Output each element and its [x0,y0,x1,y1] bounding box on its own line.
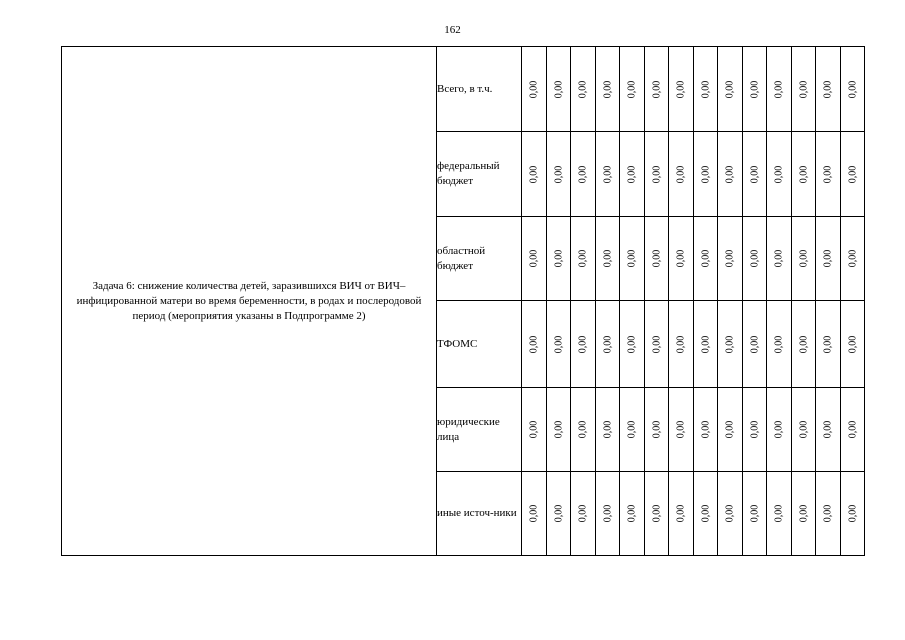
amount-cell [693,132,718,217]
amount-value: 0,00 [675,165,687,183]
amount-cell [791,47,816,132]
amount-cell [742,217,767,301]
amount-cell [816,301,841,388]
amount-cell [669,217,694,301]
amount-value: 0,00 [577,165,589,183]
amount-cell [791,472,816,556]
funding-source-label: юридические лица [437,388,522,472]
amount-value: 0,00 [626,165,638,183]
amount-value: 0,00 [724,80,736,98]
amount-cell [644,388,669,472]
amount-value: 0,00 [699,335,711,353]
amount-value: 0,00 [601,335,613,353]
amount-cell [644,217,669,301]
amount-cell [669,388,694,472]
amount-value: 0,00 [577,249,589,268]
funding-row [62,47,865,132]
funding-source-label: иные источ-ники [437,472,522,556]
amount-value: 0,00 [601,249,613,268]
amount-value: 0,00 [773,504,785,523]
amount-value: 0,00 [577,504,589,523]
amount-value: 0,00 [626,249,638,268]
amount-cell [718,47,743,132]
amount-cell [546,301,571,388]
amount-cell [571,301,596,388]
amount-cell [644,132,669,217]
amount-value: 0,00 [528,80,540,98]
amount-cell [767,132,792,217]
amount-value: 0,00 [748,80,760,98]
amount-value: 0,00 [528,335,540,353]
amount-cell [767,217,792,301]
amount-value: 0,00 [601,420,613,439]
amount-cell [791,301,816,388]
amount-cell [693,472,718,556]
amount-cell [644,47,669,132]
amount-value: 0,00 [724,165,736,183]
amount-cell [718,217,743,301]
amount-cell [669,132,694,217]
amount-cell [816,217,841,301]
amount-cell [546,217,571,301]
amount-value: 0,00 [601,504,613,523]
amount-cell [571,388,596,472]
amount-value: 0,00 [724,335,736,353]
amount-value: 0,00 [773,165,785,183]
amount-value: 0,00 [748,335,760,353]
amount-value: 0,00 [577,80,589,98]
amount-value: 0,00 [773,335,785,353]
amount-cell [840,47,865,132]
amount-cell [595,301,620,388]
amount-cell [840,472,865,556]
amount-cell [522,132,547,217]
amount-value: 0,00 [601,80,613,98]
task-description: Задача 6: снижение количества детей, заразившихся ВИЧ от ВИЧ–инфицированной матери во время беременности, в родах и послеродовой период (мероприятия указаны в Подпрограмме 2) [62,47,437,556]
amount-cell [571,47,596,132]
amount-value: 0,00 [552,504,564,523]
amount-value: 0,00 [748,165,760,183]
amount-value: 0,00 [650,249,662,268]
amount-value: 0,00 [552,335,564,353]
amount-value: 0,00 [797,504,809,523]
amount-value: 0,00 [528,249,540,268]
amount-cell [742,47,767,132]
amount-value: 0,00 [724,420,736,439]
amount-value: 0,00 [626,80,638,98]
amount-value: 0,00 [822,80,834,98]
amount-cell [595,217,620,301]
amount-cell [644,301,669,388]
amount-cell [669,47,694,132]
amount-value: 0,00 [748,420,760,439]
amount-cell [791,217,816,301]
amount-value: 0,00 [626,335,638,353]
amount-value: 0,00 [552,249,564,268]
funding-source-label: областной бюджет [437,217,522,301]
amount-cell [522,388,547,472]
amount-cell [546,472,571,556]
amount-cell [742,301,767,388]
amount-cell [620,301,645,388]
amount-cell [718,132,743,217]
amount-cell [595,47,620,132]
amount-value: 0,00 [650,80,662,98]
amount-value: 0,00 [773,249,785,268]
amount-cell [620,388,645,472]
amount-cell [669,472,694,556]
amount-cell [767,388,792,472]
amount-value: 0,00 [846,504,858,523]
amount-value: 0,00 [552,165,564,183]
amount-cell [546,132,571,217]
amount-value: 0,00 [797,249,809,268]
amount-value: 0,00 [748,249,760,268]
amount-cell [546,47,571,132]
amount-value: 0,00 [650,335,662,353]
amount-value: 0,00 [699,420,711,439]
amount-value: 0,00 [601,165,613,183]
amount-cell [669,301,694,388]
amount-cell [595,388,620,472]
amount-value: 0,00 [846,335,858,353]
amount-cell [791,388,816,472]
funding-source-label: Всего, в т.ч. [437,47,522,132]
amount-cell [816,47,841,132]
page-number: 162 [444,24,461,36]
amount-cell [742,132,767,217]
amount-value: 0,00 [699,504,711,523]
amount-cell [840,217,865,301]
amount-value: 0,00 [699,165,711,183]
amount-value: 0,00 [699,249,711,268]
amount-value: 0,00 [528,420,540,439]
amount-cell [571,132,596,217]
amount-cell [620,132,645,217]
amount-cell [522,472,547,556]
amount-cell [742,388,767,472]
amount-cell [644,472,669,556]
amount-cell [816,472,841,556]
amount-value: 0,00 [675,249,687,268]
amount-cell [840,388,865,472]
amount-value: 0,00 [724,249,736,268]
amount-value: 0,00 [822,249,834,268]
amount-cell [767,301,792,388]
amount-value: 0,00 [748,504,760,523]
amount-cell [595,132,620,217]
amount-cell [620,47,645,132]
amount-value: 0,00 [797,165,809,183]
amount-value: 0,00 [528,504,540,523]
amount-value: 0,00 [822,165,834,183]
amount-cell [693,388,718,472]
amount-value: 0,00 [773,80,785,98]
amount-cell [571,217,596,301]
amount-cell [595,472,620,556]
amount-cell [546,388,571,472]
amount-cell [693,47,718,132]
amount-value: 0,00 [552,80,564,98]
amount-cell [742,472,767,556]
amount-cell [571,472,596,556]
amount-cell [718,472,743,556]
amount-value: 0,00 [552,420,564,439]
amount-cell [718,301,743,388]
amount-value: 0,00 [675,420,687,439]
amount-value: 0,00 [846,249,858,268]
amount-value: 0,00 [846,165,858,183]
amount-value: 0,00 [650,420,662,439]
amount-cell [767,47,792,132]
amount-value: 0,00 [822,420,834,439]
amount-cell [522,301,547,388]
amount-value: 0,00 [650,504,662,523]
amount-value: 0,00 [675,80,687,98]
amount-value: 0,00 [797,335,809,353]
amount-cell [620,472,645,556]
amount-value: 0,00 [650,165,662,183]
amount-cell [791,132,816,217]
amount-value: 0,00 [797,420,809,439]
amount-value: 0,00 [822,335,834,353]
amount-cell [767,472,792,556]
funding-source-label: ТФОМС [437,301,522,388]
amount-value: 0,00 [846,420,858,439]
amount-cell [840,301,865,388]
amount-value: 0,00 [846,80,858,98]
amount-value: 0,00 [577,335,589,353]
amount-value: 0,00 [675,504,687,523]
amount-cell [693,301,718,388]
amount-value: 0,00 [797,80,809,98]
amount-cell [522,217,547,301]
amount-value: 0,00 [626,420,638,439]
amount-value: 0,00 [626,504,638,523]
amount-cell [718,388,743,472]
amount-cell [816,132,841,217]
amount-value: 0,00 [675,335,687,353]
funding-table [61,46,865,556]
amount-value: 0,00 [724,504,736,523]
amount-value: 0,00 [528,165,540,183]
funding-table-body [62,47,865,556]
amount-value: 0,00 [822,504,834,523]
amount-value: 0,00 [577,420,589,439]
amount-cell [816,388,841,472]
amount-cell [693,217,718,301]
amount-cell [840,132,865,217]
amount-value: 0,00 [699,80,711,98]
funding-source-label: федеральный бюджет [437,132,522,217]
amount-cell [522,47,547,132]
amount-value: 0,00 [773,420,785,439]
amount-cell [620,217,645,301]
